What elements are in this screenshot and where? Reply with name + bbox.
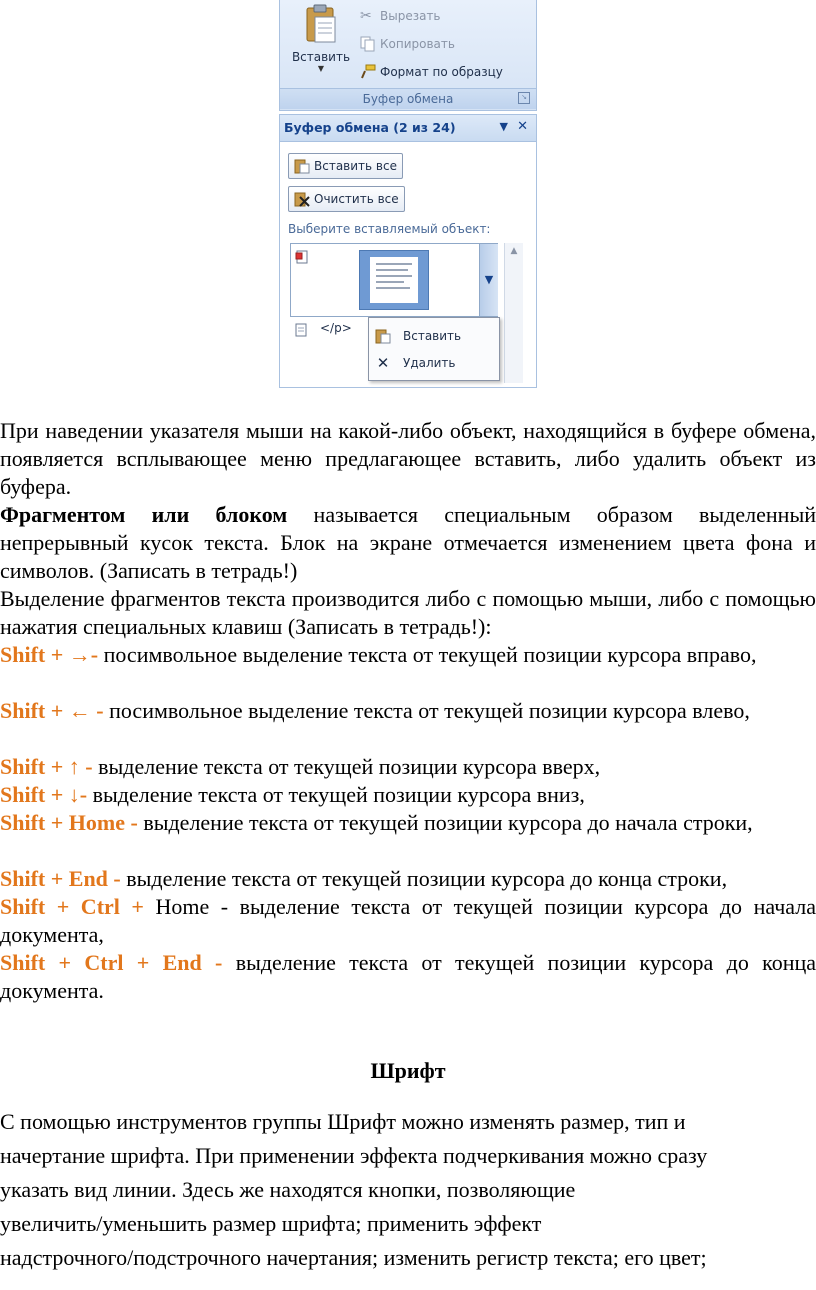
key-combo: Shift + ↑ - — [0, 754, 99, 779]
key-combo: Shift + →- — [0, 642, 104, 667]
copy-icon — [360, 36, 376, 52]
menu-paste-label: Вставить — [403, 329, 462, 343]
cut-button[interactable] — [360, 5, 441, 27]
font-text-line: начертание шрифта. При применении эффекта подчеркивания можно сразу — [0, 1143, 708, 1168]
paste-all-icon — [294, 158, 310, 174]
key-item — [0, 641, 816, 669]
key-combo: Shift + ← - — [0, 698, 110, 723]
key-item — [0, 949, 816, 1005]
key-description: посимвольное выделение текста от текущей позиции курсора влево, — [109, 698, 750, 723]
menu-item-paste[interactable] — [369, 322, 499, 350]
paste-button[interactable] — [288, 4, 354, 84]
key-item — [0, 865, 816, 893]
font-text-line: увеличить/уменьшить размер шрифта; применить эффект — [0, 1211, 542, 1236]
key-combo: Shift + ↓- — [0, 782, 93, 807]
format-painter-label: Формат по образцу — [380, 65, 503, 79]
paste-all-label: Вставить все — [314, 159, 397, 173]
paragraph-fragment-definition — [0, 501, 816, 585]
pane-header — [280, 115, 536, 142]
delete-x-icon: ✕ — [376, 354, 390, 372]
key-description: выделение текста от текущей позиции курсора вверх, — [98, 754, 601, 779]
fragment-definition-text: называется специальным образом выделенный непрерывный кусок текста. Блок на экране отмечается изменением цвета фона и символов. (Записать в тетрадь!) — [0, 502, 816, 583]
key-description: выделение текста от текущей позиции курсора до конца строки, — [126, 866, 728, 891]
ribbon-clipboard-group — [279, 0, 537, 111]
clear-all-label: Очистить все — [314, 192, 399, 206]
copy-button[interactable] — [360, 33, 455, 55]
format-painter-icon — [360, 64, 376, 80]
font-text-line: надстрочного/подстрочного начертания; изменить регистр текста; его цвет; — [0, 1245, 707, 1270]
paragraph-popup-menu: При наведении указателя мыши на какой-либо объект, находящийся в буфере обмена, появляется всплывающее меню предлагающее вставить, либо удалить объект из буфера. — [0, 418, 816, 499]
font-text-line: С помощью инструментов группы Шрифт можно изменять размер, тип и — [0, 1109, 686, 1134]
key-description: выделение текста от текущей позиции курсора до начала строки, — [143, 810, 753, 835]
pick-label: Выберите вставляемый объект: — [288, 222, 491, 236]
menu-item-delete[interactable] — [369, 349, 499, 377]
copy-label: Копировать — [380, 37, 455, 51]
paste-icon — [375, 328, 391, 344]
paste-label: Вставить — [291, 50, 351, 64]
key-description: выделение текста от текущей позиции курсора до конца документа. — [0, 950, 816, 1003]
close-icon[interactable]: ✕ — [517, 119, 528, 134]
group-label: Буфер обмена — [280, 88, 536, 109]
context-menu — [368, 317, 500, 381]
scissors-icon: ✂ — [360, 8, 372, 24]
clear-all-button[interactable] — [288, 186, 405, 212]
paste-all-button[interactable] — [288, 153, 403, 179]
clipboard-item-1[interactable] — [290, 243, 498, 317]
section-heading: Шрифт — [370, 1058, 446, 1083]
key-item — [0, 753, 816, 781]
key-item — [0, 893, 816, 949]
menu-delete-label: Удалить — [403, 356, 456, 370]
scrollbar[interactable] — [504, 243, 523, 383]
key-combo: Shift + Ctrl + End - — [0, 950, 236, 975]
key-combo: Shift + Home - — [0, 810, 144, 835]
html-doc-icon — [294, 323, 308, 337]
item-dropdown-chevron-icon[interactable]: ▼ — [479, 244, 498, 316]
pane-title: Буфер обмена (2 из 24) — [284, 120, 456, 135]
clipboard-paste-icon — [304, 4, 338, 44]
term-fragment: Фрагментом или блоком — [0, 502, 288, 527]
paragraph-selection-intro: Выделение фрагментов текста производится либо с помощью мыши, либо с помощью нажатия специальных клавиш (Записать в тетрадь!): — [0, 586, 816, 639]
key-combo: Shift + End - — [0, 866, 127, 891]
key-item — [0, 697, 816, 725]
key-description: Home - выделение текста от текущей позиции курсора до начала документа, — [0, 894, 816, 947]
clipboard-screenshot — [279, 0, 537, 386]
format-painter-button[interactable] — [360, 61, 503, 83]
word-doc-icon — [295, 250, 309, 264]
scroll-up-icon[interactable]: ▲ — [510, 246, 518, 256]
cut-label: Вырезать — [380, 9, 441, 23]
chevron-down-icon[interactable]: ▼ — [499, 120, 508, 133]
key-combo: Shift + Ctrl + — [0, 894, 156, 919]
dialog-launcher-icon[interactable]: ↘ — [518, 92, 530, 104]
key-item — [0, 781, 816, 809]
font-text-line: указать вид линии. Здесь же находятся кнопки, позволяющие — [0, 1177, 576, 1202]
clipboard-pane — [279, 114, 537, 388]
key-description: посимвольное выделение текста от текущей позиции курсора вправо, — [103, 642, 757, 667]
thumbnail-image — [359, 250, 429, 310]
key-item — [0, 809, 816, 837]
chevron-down-icon: ▼ — [317, 64, 325, 73]
clear-all-icon — [294, 191, 310, 207]
key-description: выделение текста от текущей позиции курсора вниз, — [92, 782, 585, 807]
clipboard-item-2[interactable]: </p> — [320, 321, 352, 335]
